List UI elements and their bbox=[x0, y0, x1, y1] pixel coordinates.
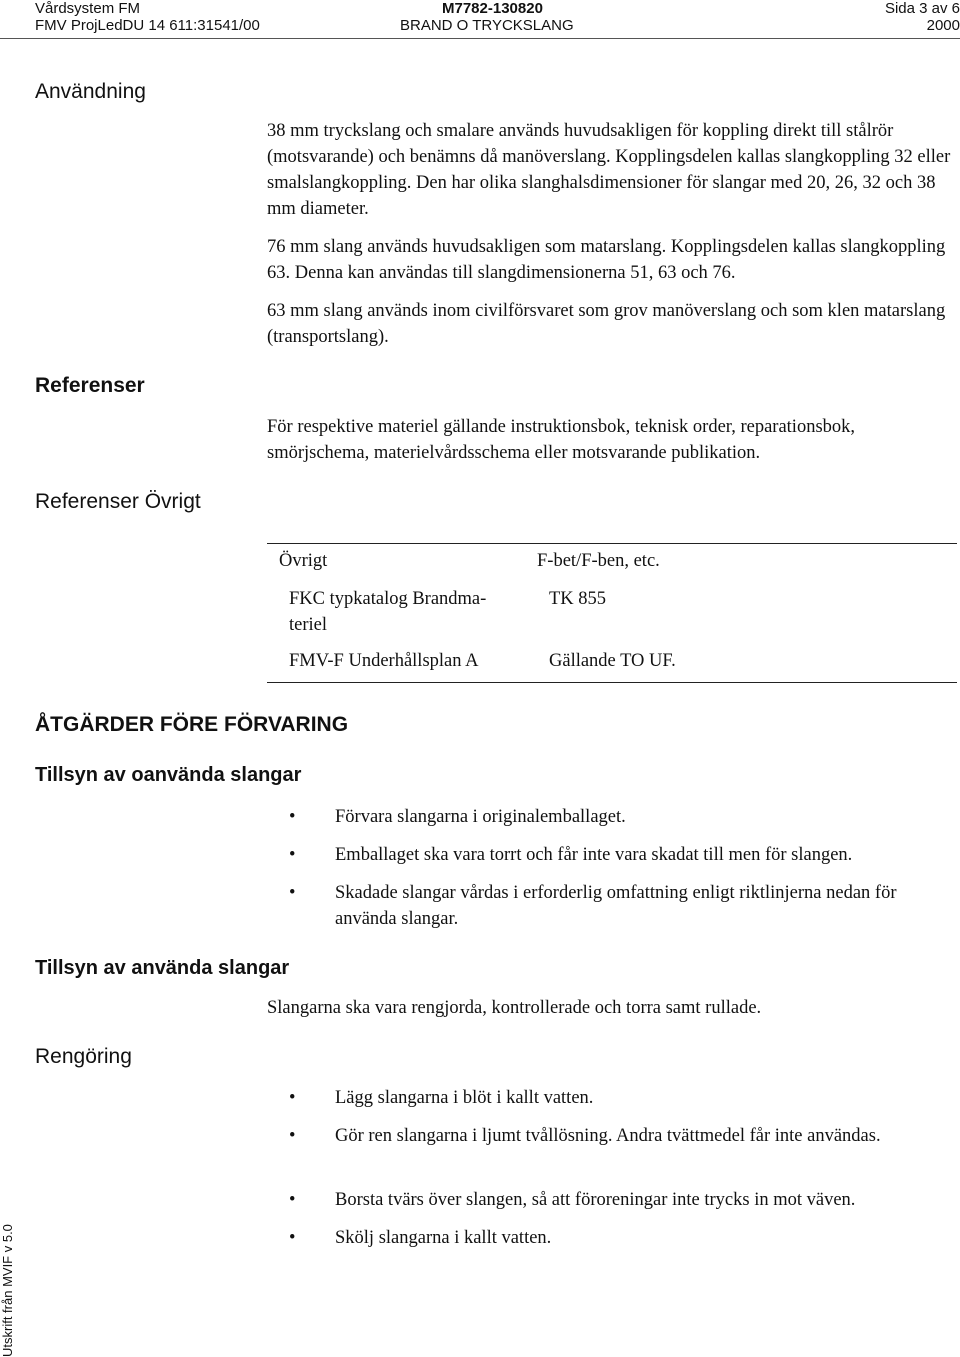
print-source-note: Utskrift från MVIF v 5.0 bbox=[0, 1224, 15, 1357]
references-table bbox=[267, 543, 957, 683]
bullet-icon: • bbox=[289, 1190, 296, 1210]
bullet-icon: • bbox=[289, 883, 296, 903]
list-item: • Emballaget ska vara torrt och får inte vara skadat till men för slangen. bbox=[289, 842, 959, 868]
bullet-icon: • bbox=[289, 1126, 296, 1146]
table-cell-fkc: FKC typkatalog Brandma-teriel bbox=[289, 589, 487, 635]
list-item: • Skölj slangarna i kallt vatten. bbox=[289, 1225, 959, 1251]
header-doc-title: BRAND O TRYCKSLANG bbox=[400, 17, 574, 34]
heading-rengoring: Rengöring bbox=[35, 1045, 132, 1068]
bullet-icon: • bbox=[289, 1088, 296, 1108]
bullet-icon: • bbox=[289, 845, 296, 865]
table-cell-to-uf: Gällande TO UF. bbox=[549, 651, 676, 671]
list-item: • Borsta tvärs över slangen, så att föroreningar inte trycks in mot väven. bbox=[289, 1187, 959, 1213]
list-item: • Gör ren slangarna i ljumt tvållösning. Andra tvättmedel får inte användas. bbox=[289, 1123, 959, 1175]
table-cell-tk855: TK 855 bbox=[549, 589, 607, 609]
heading-referenser: Referenser bbox=[35, 374, 145, 397]
heading-referenser-ovrigt: Referenser Övrigt bbox=[35, 490, 201, 513]
bullet-icon: • bbox=[289, 807, 296, 827]
table-top-rule bbox=[267, 543, 957, 544]
table-header-ovrigt: Övrigt bbox=[279, 551, 328, 571]
heading-anvandning: Användning bbox=[35, 80, 146, 103]
paragraph-anvandning-2: 76 mm slang används huvudsakligen som matarslang. Kopplingsdelen kallas slangkoppling 63. Denna kan användas till slangdimensionerna 51, 63 och 76. bbox=[267, 237, 946, 283]
list-item: • Skadade slangar vårdas i erforderlig omfattning enligt riktlinjerna nedan för använda slangar. bbox=[289, 880, 959, 932]
heading-tillsyn-oanvanda: Tillsyn av oanvända slangar bbox=[35, 764, 302, 786]
header-divider bbox=[0, 38, 960, 39]
paragraph-tillsyn-anvanda: Slangarna ska vara rengjorda, kontrollerade och torra samt rullade. bbox=[267, 998, 762, 1018]
paragraph-anvandning-3: 63 mm slang används inom civilförsvaret som grov manöverslang och som klen matarslang (transportslang). bbox=[267, 301, 946, 347]
header-left bbox=[35, 0, 260, 34]
table-bottom-rule bbox=[267, 682, 957, 683]
paragraph-anvandning-1: 38 mm tryckslang och smalare används huvudsakligen för koppling direkt till stålrör (motsvarande) och benämns då manöverslang. Kopplingsdelen kallas slangkoppling 32 eller smalslangkoppling. Den har olika slanghalsdimensioner för slangar med 20, 26, 32 och 38 mm diameter. bbox=[267, 121, 951, 219]
header-system: Vårdsystem FM bbox=[35, 0, 141, 17]
header-year: 2000 bbox=[926, 17, 960, 34]
table-header-fbet: F-bet/F-ben, etc. bbox=[537, 551, 660, 571]
table-cell-fmv-f: FMV-F Underhållsplan A bbox=[289, 651, 479, 671]
list-item: • Lägg slangarna i blöt i kallt vatten. bbox=[289, 1085, 959, 1111]
list-item: • Förvara slangarna i originalemballaget. bbox=[289, 804, 959, 830]
bullet-icon: • bbox=[289, 1228, 296, 1248]
header-center bbox=[400, 0, 600, 34]
paragraph-referenser: För respektive materiel gällande instruktionsbok, teknisk order, reparationsbok, smörjschema, materielvårdsschema eller motsvarande publikation. bbox=[267, 417, 856, 463]
heading-atgarder: ÅTGÄRDER FÖRE FÖRVARING bbox=[35, 713, 349, 736]
header-page-number: Sida 3 av 6 bbox=[884, 0, 960, 17]
header-project: FMV ProjLedDU 14 611:31541/00 bbox=[35, 17, 260, 34]
heading-tillsyn-anvanda: Tillsyn av använda slangar bbox=[35, 957, 290, 979]
header-right bbox=[760, 0, 960, 34]
header-doc-number: M7782-130820 bbox=[442, 0, 543, 17]
